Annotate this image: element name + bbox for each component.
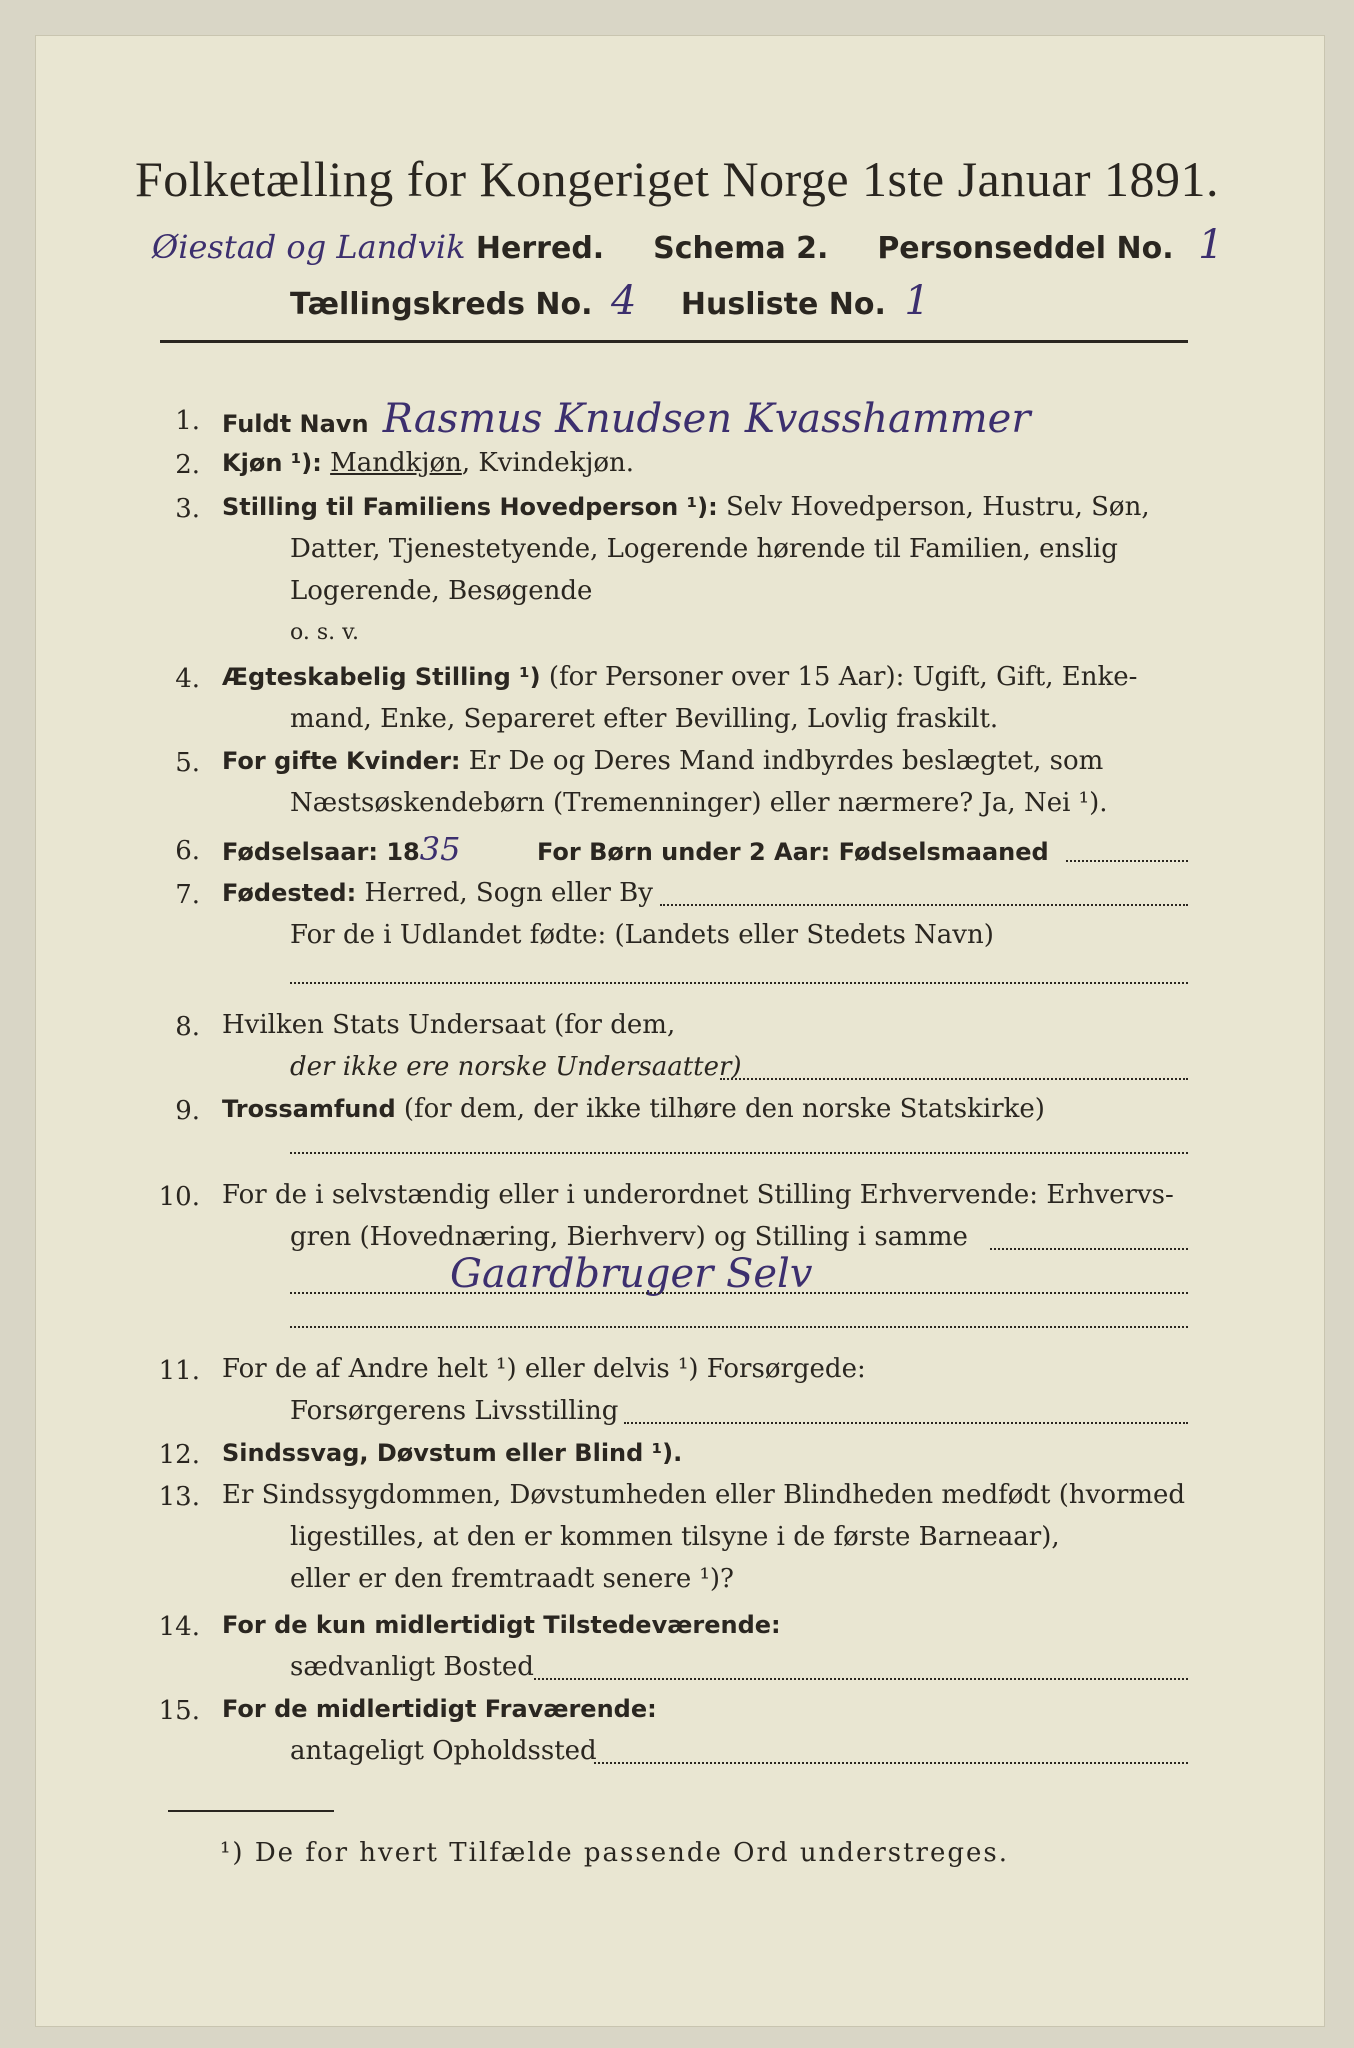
item-label: For de af Andre helt ¹) eller delvis ¹) Forsørgede:	[222, 1354, 866, 1384]
item-label: Er Sindssygdommen, Døvstumheden eller Blindheden medfødt (hvormed	[222, 1480, 1186, 1510]
header-row-kreds	[290, 278, 930, 324]
dotted-fill	[720, 1078, 1188, 1080]
item-number: 1.	[175, 406, 200, 436]
item-line: For de i Udlandet fødte: (Landets eller Stedets Navn)	[290, 920, 994, 950]
item-number: 3.	[175, 494, 200, 524]
item-line: der ikke ere norske Undersaatter)	[290, 1052, 742, 1082]
item-3	[222, 492, 1150, 522]
item-line: Er De og Deres Mand indbyrdes beslægtet, som	[468, 746, 1104, 776]
item-2: Kjøn ¹): Mandkjøn, Kvindekjøn.	[222, 448, 635, 478]
item-line: gren (Hovednæring, Bierhverv) og Stilling i samme	[290, 1222, 968, 1252]
item-label: Fuldt Navn	[222, 410, 369, 438]
item-label: Ægteskabelig Stilling ¹)	[222, 663, 541, 691]
kreds-value: 4	[611, 278, 637, 324]
item-number: 11.	[158, 1356, 200, 1386]
schema-label: Schema 2.	[653, 231, 829, 266]
dotted-fill	[594, 1762, 1188, 1764]
full-name-value: Rasmus Knudsen Kvasshammer	[382, 396, 1031, 442]
item-9	[222, 1094, 1045, 1124]
item-label: For de i selvstændig eller i underordnet Stilling Erhvervende: Erhvervs-	[222, 1180, 1174, 1210]
husliste-value: 1	[904, 278, 930, 324]
birth-year-value: 35	[419, 830, 461, 868]
occupation-value: Gaardbruger Selv	[450, 1251, 813, 1297]
dotted-fill	[290, 1152, 1188, 1154]
personseddel-label: Personseddel No.	[877, 231, 1174, 266]
dotted-fill	[624, 1422, 1188, 1424]
item-number: 10.	[158, 1182, 200, 1212]
item-line: eller er den fremtraadt senere ¹)?	[290, 1564, 734, 1594]
item-line: sædvanligt Bosted	[290, 1652, 534, 1682]
item-5	[222, 746, 1103, 776]
form-title: Folketælling for Kongeriget Norge 1ste Januar 1891.	[134, 151, 1220, 207]
kreds-label: Tællingskreds No.	[290, 287, 593, 322]
item-label: Stilling til Familiens Hovedperson ¹):	[222, 493, 718, 521]
dotted-fill	[290, 982, 1188, 984]
item-line: ligestilles, at den er kommen tilsyne i de første Barneaar),	[290, 1522, 1060, 1552]
item-label: Fødested:	[222, 879, 357, 907]
item-line: (for Personer over 15 Aar): Ugift, Gift, Enke-	[548, 662, 1138, 692]
item-line: o. s. v.	[290, 620, 359, 645]
item-label: For gifte Kvinder:	[222, 747, 461, 775]
item-label: Kjøn ¹):	[222, 449, 322, 477]
gender-female-option: Kvindekjøn.	[478, 448, 635, 478]
item-line: Næstsøskendebørn (Tremenninger) eller nærmere? Ja, Nei ¹).	[290, 788, 1108, 818]
header-rule	[160, 340, 1188, 343]
herred-handwritten: Øiestad og Landvik	[152, 228, 466, 266]
personseddel-value: 1	[1198, 222, 1224, 268]
item-number: 4.	[175, 664, 200, 694]
item-number: 14.	[158, 1612, 200, 1642]
footnote: ¹) De for hvert Tilfælde passende Ord understreges.	[220, 1838, 1010, 1868]
item-label: Hvilken Stats Undersaat	[222, 1010, 546, 1040]
dotted-fill	[660, 904, 1188, 906]
item-label: For de kun midlertidigt Tilstedeværende:	[222, 1611, 781, 1639]
item-line: Logerende, Besøgende	[290, 576, 593, 606]
item-label: Sindssvag, Døvstum eller Blind ¹).	[222, 1439, 683, 1467]
item-line: Datter, Tjenestetyende, Logerende hørende til Familien, enslig	[290, 534, 1118, 564]
husliste-label: Husliste No.	[680, 287, 886, 322]
item-number: 5.	[175, 748, 200, 778]
item-number: 7.	[175, 880, 200, 910]
item-label: Trossamfund	[222, 1095, 396, 1123]
item-number: 12.	[158, 1440, 200, 1470]
item-number: 2.	[175, 450, 200, 480]
item-number: 8.	[175, 1012, 200, 1042]
item-line: Forsørgerens Livsstilling	[290, 1396, 619, 1426]
header-row-herred	[152, 222, 1224, 268]
item-4	[222, 662, 1137, 692]
item-1	[222, 396, 1031, 442]
item-line: Selv Hovedperson, Hustru, Søn,	[725, 492, 1150, 522]
item-line: (for dem,	[554, 1010, 676, 1040]
item-line: antageligt Opholdssted	[290, 1736, 597, 1766]
item-6	[222, 830, 1049, 868]
herred-label: Herred.	[475, 231, 605, 266]
item-number: 15.	[158, 1696, 200, 1726]
item-number: 9.	[175, 1096, 200, 1126]
dotted-fill	[290, 1326, 1188, 1328]
item-7	[222, 878, 653, 908]
dotted-fill	[534, 1678, 1188, 1680]
footnote-rule	[168, 1810, 334, 1812]
dotted-fill	[290, 1292, 1188, 1294]
item-number: 13.	[158, 1482, 200, 1512]
item-label: Fødselsaar: 18	[222, 838, 420, 866]
item-number: 6.	[175, 836, 200, 866]
item-line: For Børn under 2 Aar: Fødselsmaaned	[537, 838, 1049, 866]
dotted-fill	[990, 1248, 1188, 1250]
item-11	[222, 1354, 866, 1384]
dotted-fill	[1066, 860, 1188, 862]
item-line: (for dem, der ikke tilhøre den norske Statskirke)	[403, 1094, 1045, 1124]
gender-male-option: Mandkjøn	[330, 448, 462, 478]
item-8	[222, 1010, 675, 1040]
item-label: For de midlertidigt Fraværende:	[222, 1695, 657, 1723]
item-line: Herred, Sogn eller By	[364, 878, 653, 908]
item-line: mand, Enke, Separeret efter Bevilling, Lovlig fraskilt.	[290, 704, 999, 734]
